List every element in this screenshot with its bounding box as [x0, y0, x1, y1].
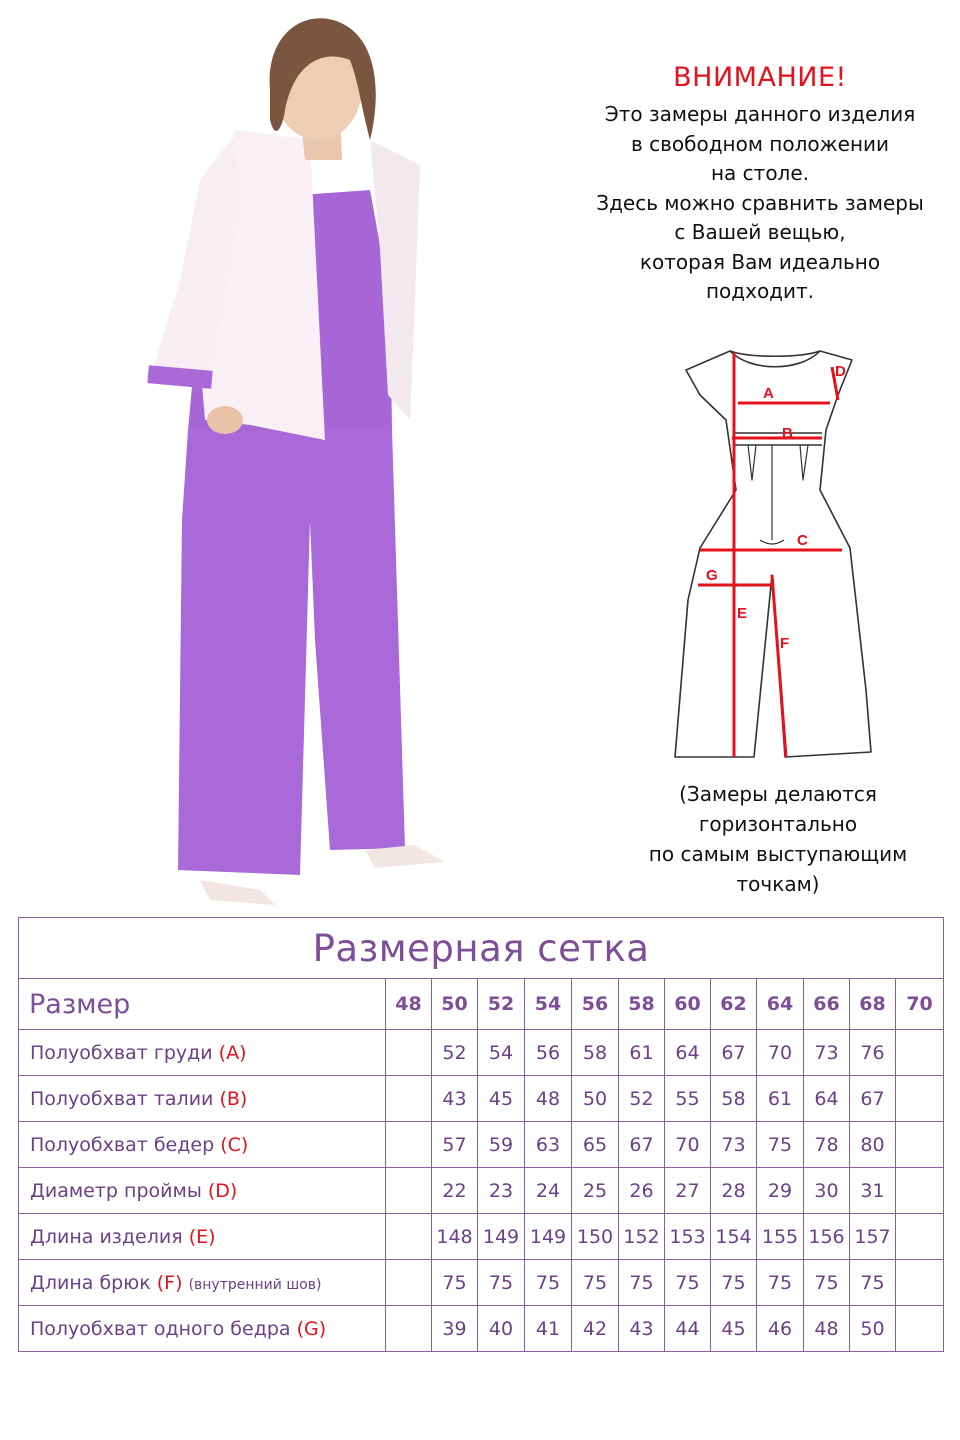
table-cell: 75	[619, 1260, 665, 1306]
diagram-outline	[675, 351, 871, 757]
table-row	[19, 1260, 944, 1306]
label-d: D	[835, 363, 846, 380]
row-letter: (A)	[218, 1041, 247, 1064]
footnote-line: по самым выступающим	[648, 842, 908, 866]
table-cell: 45	[478, 1076, 525, 1122]
table-cell	[896, 1030, 944, 1076]
table-cell: 55	[665, 1076, 711, 1122]
table-cell	[386, 1260, 432, 1306]
row-letter: (F)	[156, 1271, 183, 1294]
table-cell: 63	[525, 1122, 572, 1168]
size-header-cell: 56	[572, 979, 619, 1030]
label-e: E	[737, 605, 748, 622]
table-cell: 157	[850, 1214, 896, 1260]
row-letter: (C)	[220, 1133, 249, 1156]
table-cell: 75	[757, 1260, 804, 1306]
measurement-footnote	[600, 779, 956, 899]
table-cell: 75	[525, 1260, 572, 1306]
row-label	[19, 1306, 386, 1352]
table-cell: 75	[432, 1260, 478, 1306]
row-letter: (G)	[296, 1317, 327, 1340]
table-cell: 75	[804, 1260, 850, 1306]
table-cell: 43	[619, 1306, 665, 1352]
table-cell: 156	[804, 1214, 850, 1260]
footnote-line: (Замеры делаются	[679, 782, 877, 806]
table-cell: 65	[572, 1122, 619, 1168]
measure-f-inseam	[772, 575, 786, 757]
table-cell: 67	[619, 1122, 665, 1168]
row-label	[19, 1168, 386, 1214]
table-cell: 70	[757, 1030, 804, 1076]
table-cell: 39	[432, 1306, 478, 1352]
table-cell: 50	[572, 1076, 619, 1122]
size-header-cell: 48	[386, 979, 432, 1030]
notice-line: на столе.	[710, 161, 810, 185]
footnote-line: горизонтально	[698, 812, 858, 836]
table-cell: 78	[804, 1122, 850, 1168]
row-label-text: Длина изделия	[30, 1225, 183, 1248]
table-cell: 58	[711, 1076, 757, 1122]
table-cell	[386, 1214, 432, 1260]
size-header-cell: 50	[432, 979, 478, 1030]
table-cell	[896, 1076, 944, 1122]
table-cell: 48	[525, 1076, 572, 1122]
table-cell: 22	[432, 1168, 478, 1214]
table-cell: 149	[525, 1214, 572, 1260]
size-header-cell: 60	[665, 979, 711, 1030]
table-cell: 61	[619, 1030, 665, 1076]
table-cell: 25	[572, 1168, 619, 1214]
table-cell: 75	[850, 1260, 896, 1306]
table-cell: 75	[711, 1260, 757, 1306]
table-cell	[896, 1260, 944, 1306]
table-cell: 73	[804, 1030, 850, 1076]
table-row	[19, 1214, 944, 1260]
size-header-cell: 70	[896, 979, 944, 1030]
jumpsuit-measurement-diagram	[660, 340, 880, 765]
table-cell: 73	[711, 1122, 757, 1168]
table-cell: 64	[804, 1076, 850, 1122]
row-label	[19, 1122, 386, 1168]
table-cell: 43	[432, 1076, 478, 1122]
row-label-text: Полуобхват груди	[30, 1041, 213, 1064]
table-cell: 57	[432, 1122, 478, 1168]
table-row	[19, 1076, 944, 1122]
table-cell: 148	[432, 1214, 478, 1260]
label-f: F	[780, 635, 790, 652]
table-cell: 154	[711, 1214, 757, 1260]
table-cell: 150	[572, 1214, 619, 1260]
row-label	[19, 1260, 386, 1306]
table-cell	[896, 1122, 944, 1168]
jumpsuit-trousers	[178, 430, 405, 875]
notice-line: подходит.	[705, 279, 815, 303]
shoe-left	[200, 880, 275, 905]
table-cell: 75	[478, 1260, 525, 1306]
notice-title: ВНИМАНИЕ!	[673, 62, 847, 93]
table-cell: 54	[478, 1030, 525, 1076]
table-cell: 52	[619, 1076, 665, 1122]
table-cell: 45	[711, 1306, 757, 1352]
table-cell	[896, 1168, 944, 1214]
measurement-notice	[560, 60, 960, 307]
table-row	[19, 1122, 944, 1168]
row-label	[19, 1214, 386, 1260]
table-row	[19, 1168, 944, 1214]
row-label-text: Полуобхват одного бедра	[30, 1317, 291, 1340]
table-cell: 29	[757, 1168, 804, 1214]
table-cell: 23	[478, 1168, 525, 1214]
table-cell: 48	[804, 1306, 850, 1352]
table-cell: 52	[432, 1030, 478, 1076]
table-cell: 64	[665, 1030, 711, 1076]
size-chart-table	[18, 917, 944, 1352]
table-cell: 152	[619, 1214, 665, 1260]
size-header-cell: 58	[619, 979, 665, 1030]
row-label-text: Длина брюк	[30, 1271, 151, 1294]
table-cell: 76	[850, 1030, 896, 1076]
table-cell: 155	[757, 1214, 804, 1260]
table-cell	[386, 1122, 432, 1168]
model-photo	[100, 0, 540, 915]
table-cell: 61	[757, 1076, 804, 1122]
row-note: (внутренний шов)	[188, 1276, 322, 1293]
row-letter: (D)	[207, 1179, 238, 1202]
label-a: A	[763, 385, 774, 402]
notice-line: с Вашей вещью,	[674, 220, 846, 244]
label-g: G	[706, 567, 718, 584]
table-cell: 27	[665, 1168, 711, 1214]
row-letter: (E)	[188, 1225, 216, 1248]
label-b: B	[782, 425, 793, 442]
table-cell: 58	[572, 1030, 619, 1076]
table-title: Размерная сетка	[19, 918, 944, 979]
size-header-cell: 68	[850, 979, 896, 1030]
table-cell: 153	[665, 1214, 711, 1260]
table-cell: 40	[478, 1306, 525, 1352]
table-cell	[386, 1076, 432, 1122]
size-header-cell: 54	[525, 979, 572, 1030]
table-cell: 70	[665, 1122, 711, 1168]
table-cell	[386, 1306, 432, 1352]
size-header-cell: 62	[711, 979, 757, 1030]
footnote-line: точкам)	[736, 872, 820, 896]
table-cell: 80	[850, 1122, 896, 1168]
table-cell	[896, 1306, 944, 1352]
row-label	[19, 1030, 386, 1076]
notice-line: Здесь можно сравнить замеры	[596, 190, 924, 215]
table-cell: 67	[850, 1076, 896, 1122]
row-letter: (B)	[219, 1087, 248, 1110]
table-cell	[386, 1168, 432, 1214]
notice-line: Это замеры данного изделия	[604, 102, 916, 126]
table-cell: 42	[572, 1306, 619, 1352]
table-cell: 46	[757, 1306, 804, 1352]
table-cell: 24	[525, 1168, 572, 1214]
table-cell: 31	[850, 1168, 896, 1214]
table-cell: 75	[665, 1260, 711, 1306]
size-header-row	[19, 979, 944, 1030]
table-cell: 59	[478, 1122, 525, 1168]
row-label	[19, 1076, 386, 1122]
size-label: Размер	[19, 979, 386, 1030]
table-cell: 26	[619, 1168, 665, 1214]
table-cell: 41	[525, 1306, 572, 1352]
notice-line: в свободном положении	[630, 131, 890, 156]
table-row	[19, 1306, 944, 1352]
table-cell	[386, 1030, 432, 1076]
size-header-cell: 66	[804, 979, 850, 1030]
table-cell: 28	[711, 1168, 757, 1214]
table-cell: 44	[665, 1306, 711, 1352]
row-label-text: Полуобхват бедер	[30, 1133, 215, 1156]
row-label-text: Полуобхват талии	[30, 1087, 214, 1110]
label-c: C	[797, 532, 808, 549]
table-row	[19, 1030, 944, 1076]
row-label-text: Диаметр проймы	[30, 1179, 202, 1202]
table-cell: 56	[525, 1030, 572, 1076]
table-cell: 75	[757, 1122, 804, 1168]
table-cell: 149	[478, 1214, 525, 1260]
size-header-cell: 64	[757, 979, 804, 1030]
table-cell: 50	[850, 1306, 896, 1352]
table-cell	[896, 1214, 944, 1260]
table-cell: 67	[711, 1030, 757, 1076]
size-header-cell: 52	[478, 979, 525, 1030]
table-cell: 30	[804, 1168, 850, 1214]
notice-line: которая Вам идеально	[639, 249, 881, 274]
table-cell: 75	[572, 1260, 619, 1306]
